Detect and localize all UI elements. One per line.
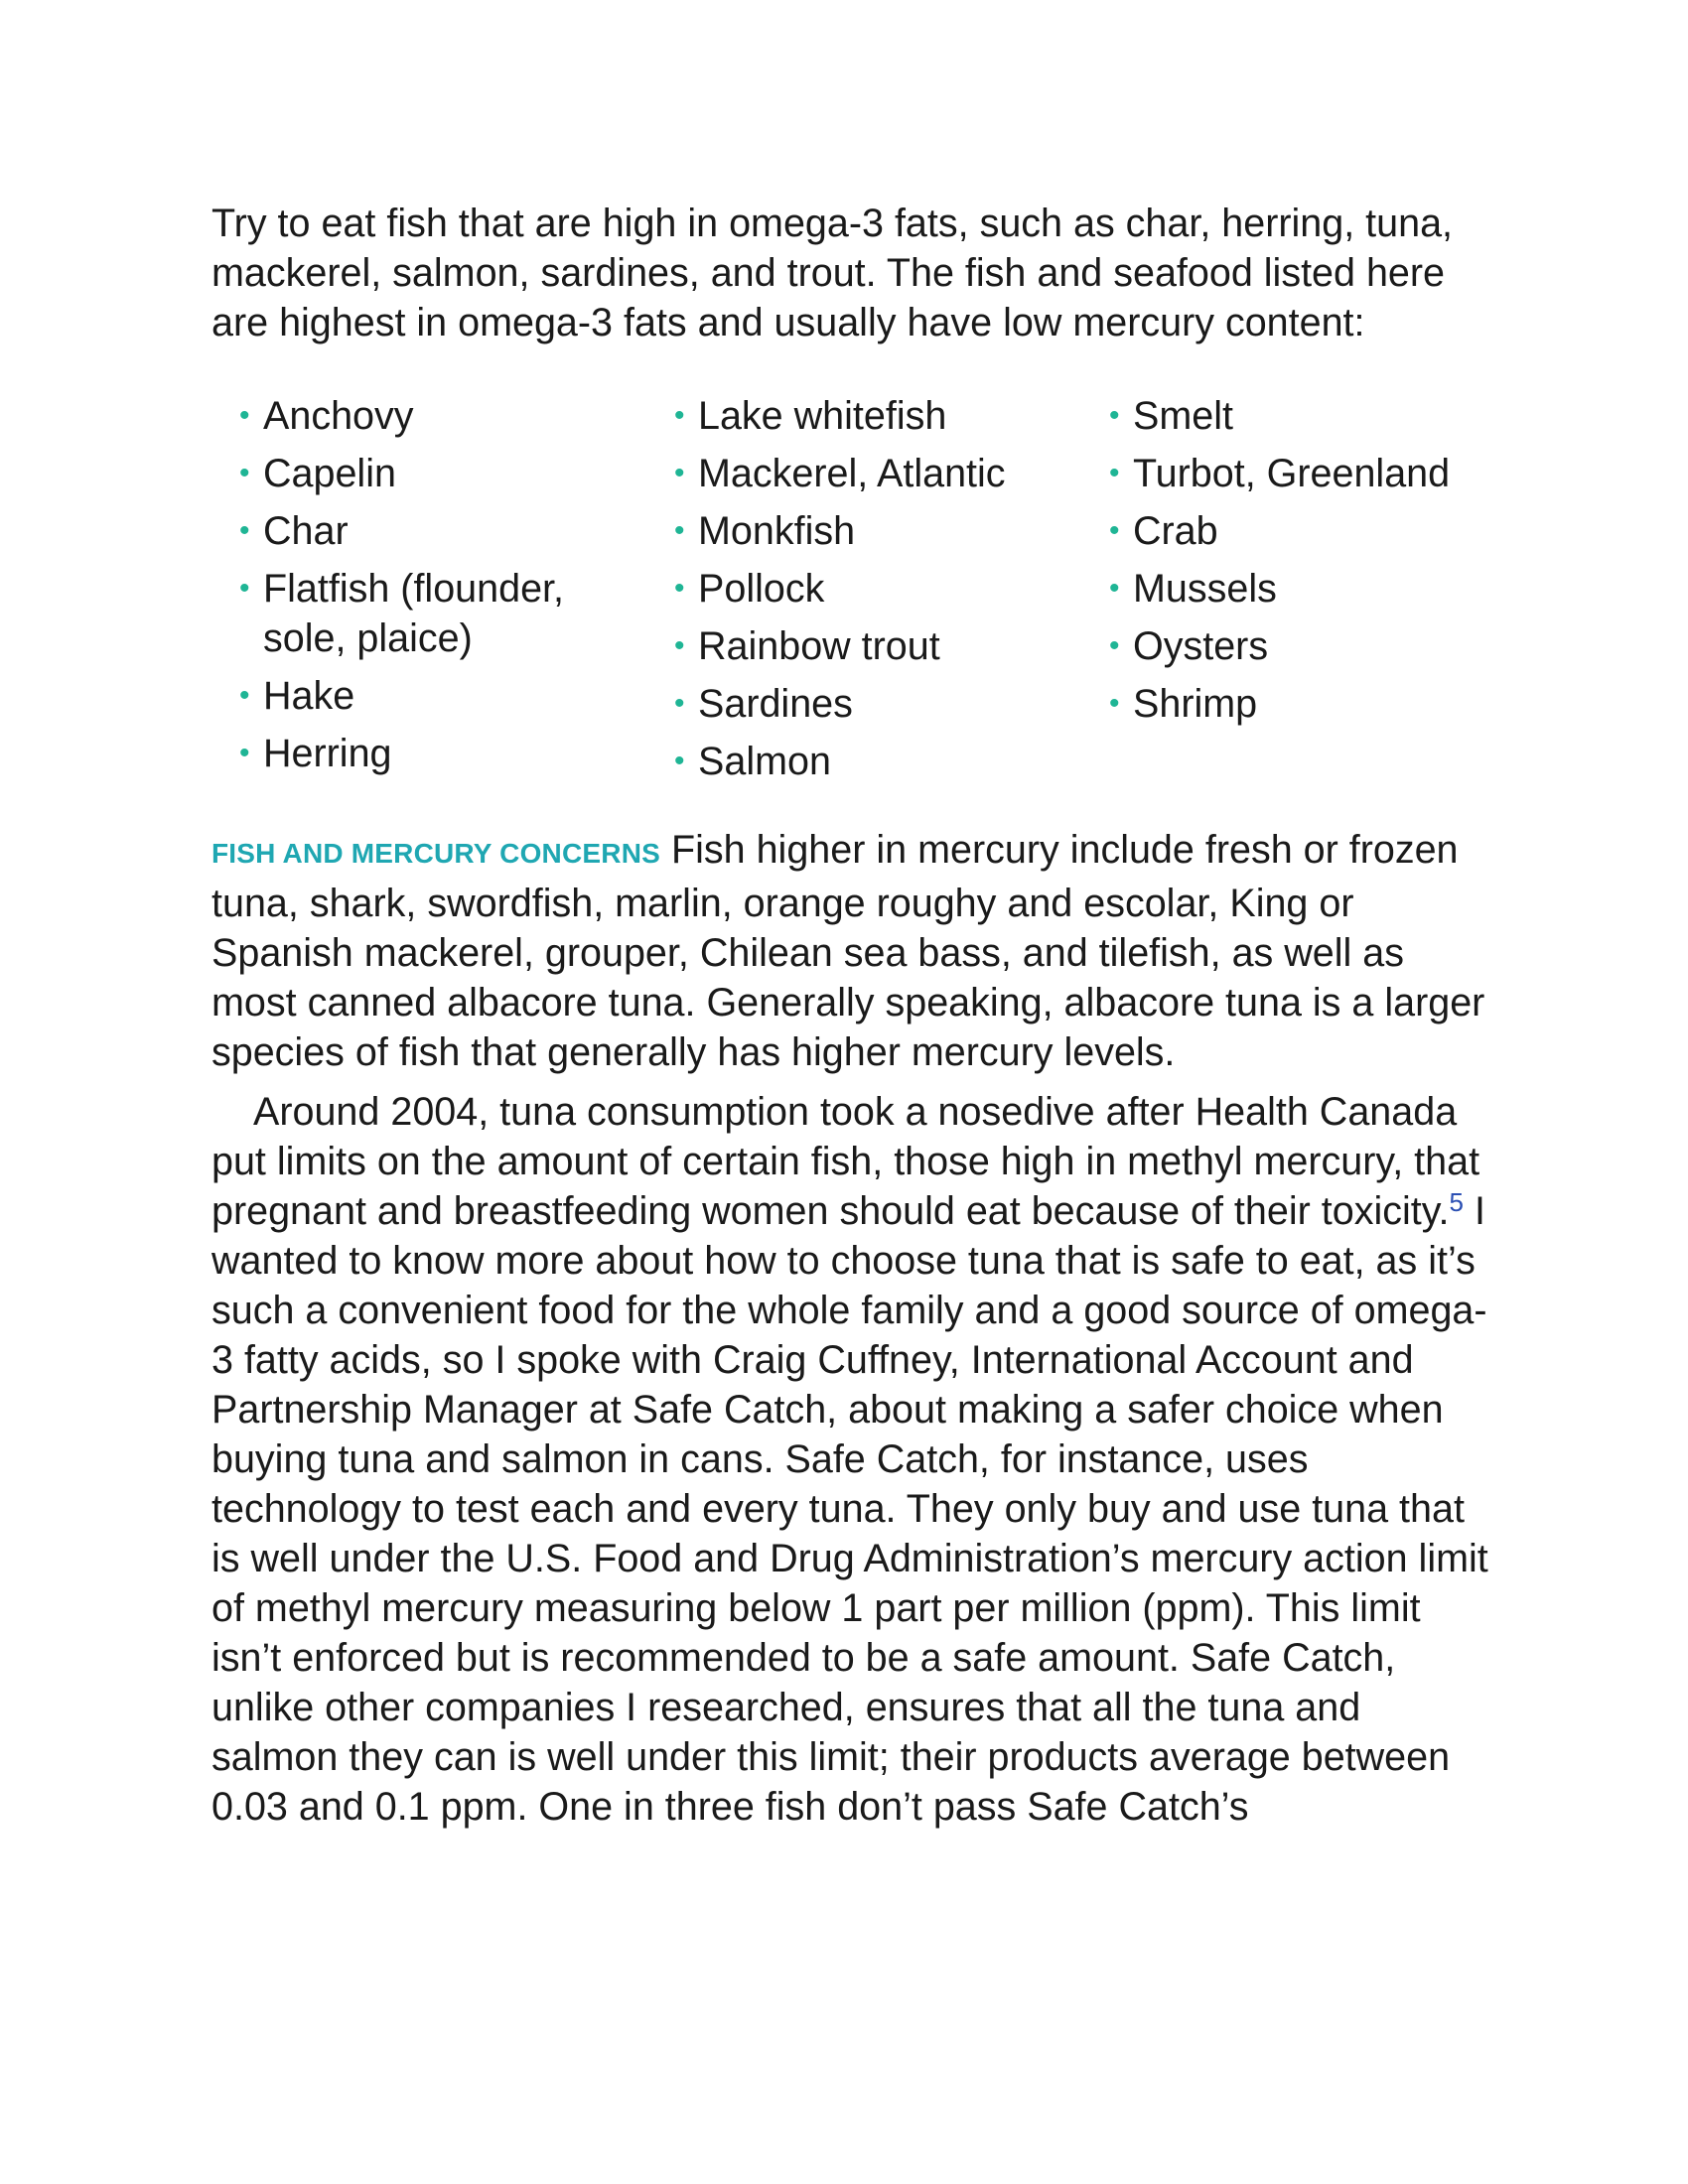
- bullet-icon: •: [1109, 399, 1120, 432]
- bullet-icon: •: [674, 572, 685, 605]
- list-item: • Rainbow trout: [674, 621, 1091, 671]
- list-item: • Flatfish (flounder, sole, plaice): [239, 564, 636, 663]
- fish-list: [211, 391, 1492, 783]
- list-item: • Capelin: [239, 449, 636, 498]
- bullet-icon: •: [1109, 457, 1120, 489]
- bullet-icon: •: [674, 745, 685, 777]
- fish-list-column-2: [674, 391, 1091, 794]
- page-content: [211, 199, 1492, 1832]
- tuna-paragraph: [211, 1087, 1492, 1832]
- list-item: • Mackerel, Atlantic: [674, 449, 1091, 498]
- list-item: • Pollock: [674, 564, 1091, 614]
- list-item: • Shrimp: [1109, 679, 1506, 729]
- section-heading: FISH AND MERCURY CONCERNS: [211, 838, 660, 869]
- bullet-icon: •: [674, 399, 685, 432]
- list-item: • Crab: [1109, 506, 1506, 556]
- bullet-icon: •: [239, 457, 250, 489]
- bullet-icon: •: [674, 514, 685, 547]
- bullet-icon: •: [674, 629, 685, 662]
- bullet-icon: •: [239, 399, 250, 432]
- list-item: • Lake whitefish: [674, 391, 1091, 441]
- list-item: • Herring: [239, 729, 636, 778]
- fish-list-column-3: [1109, 391, 1506, 737]
- bullet-icon: •: [239, 572, 250, 605]
- list-item: • Mussels: [1109, 564, 1506, 614]
- bullet-icon: •: [1109, 572, 1120, 605]
- bullet-icon: •: [674, 457, 685, 489]
- bullet-icon: •: [239, 737, 250, 769]
- footnote-reference[interactable]: 5: [1449, 1187, 1464, 1217]
- bullet-icon: •: [1109, 629, 1120, 662]
- list-item: • Salmon: [674, 737, 1091, 786]
- list-item: • Hake: [239, 671, 636, 721]
- fish-list-column-1: [239, 391, 636, 786]
- list-item: • Turbot, Greenland: [1109, 449, 1506, 498]
- intro-paragraph: Try to eat fish that are high in omega-3 fats, such as char, herring, tuna, mackerel, salmon, sardines, and trout. The fish and seafood listed here are highest in omega-3 fats and usually have low mercury content:: [211, 202, 1454, 344]
- list-item: • Anchovy: [239, 391, 636, 441]
- tuna-paragraph-start: Around 2004, tuna consumption took a nosedive after Health Canada put limits on the amount of certain fish, those high in methyl mercury, that pregnant and breastfeeding women should eat because of their toxicity.: [211, 1090, 1480, 1233]
- list-item: • Char: [239, 506, 636, 556]
- bullet-icon: •: [1109, 514, 1120, 547]
- bullet-icon: •: [674, 687, 685, 720]
- mercury-concerns-paragraph: [211, 825, 1492, 1077]
- tuna-paragraph-end: I wanted to know more about how to choose tuna that is safe to eat, as it’s such a convenient food for the whole family and a good source of omega-3 fatty acids, so I spoke with Craig Cuffney, International Account and Partnership Manager at Safe Catch, about making a safer choice when buying tuna and salmon in cans. Safe Catch, for instance, uses technology to test each and every tuna. They only buy and use tuna that is well under the U.S. Food and Drug Administration’s mercury action limit of methyl mercury measuring below 1 part per million (ppm). This limit isn’t enforced but is recommended to be a safe amount. Safe Catch, unlike other companies I researched, ensures that all the tuna and salmon they can is well under this limit; their products average between 0.03 and 0.1 ppm. One in three fish don’t pass Safe Catch’s: [211, 1189, 1488, 1829]
- bullet-icon: •: [239, 514, 250, 547]
- list-item: • Monkfish: [674, 506, 1091, 556]
- bullet-icon: •: [1109, 687, 1120, 720]
- bullet-icon: •: [239, 679, 250, 712]
- list-item: • Oysters: [1109, 621, 1506, 671]
- list-item: • Sardines: [674, 679, 1091, 729]
- mercury-concerns-text: Fish higher in mercury include fresh or frozen tuna, shark, swordfish, marlin, orange roughy and escolar, King or Spanish mackerel, grouper, Chilean sea bass, and tilefish, as well as most canned albacore tuna. Generally speaking, albacore tuna is a larger species of fish that generally has higher mercury levels.: [211, 828, 1485, 1074]
- list-item: • Smelt: [1109, 391, 1506, 441]
